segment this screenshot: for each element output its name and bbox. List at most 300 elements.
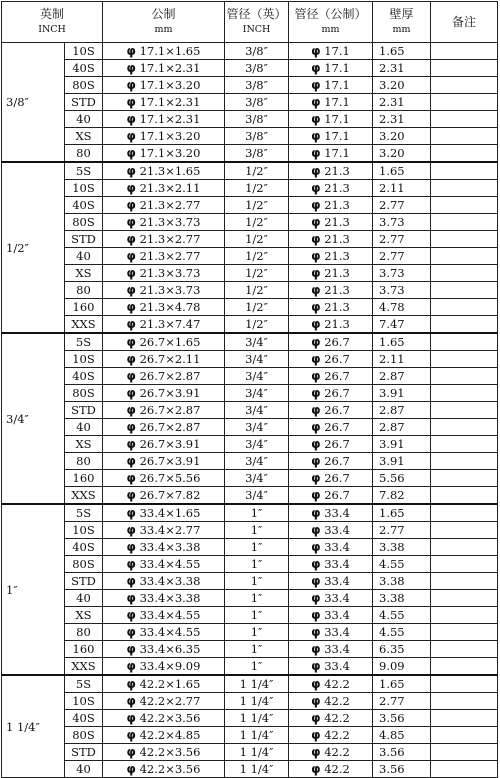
- diameter-symbol: φ: [126, 181, 136, 195]
- table-row: [2, 727, 498, 744]
- note-cell: [431, 197, 498, 214]
- note-cell: [431, 402, 498, 419]
- diameter-symbol: φ: [311, 762, 321, 776]
- spec-cell: [103, 556, 225, 573]
- pipe-mm-value: 21.3: [324, 164, 350, 178]
- schedule-cell: 40S: [65, 197, 103, 214]
- note-cell: [431, 77, 498, 94]
- spec-value: 26.7×2.87: [139, 420, 201, 434]
- pipe-mm-value: 33.4: [324, 659, 350, 673]
- pipe-inch-cell: 1 1/4″: [225, 744, 289, 761]
- diameter-symbol: φ: [126, 506, 136, 520]
- pipe-mm-value: 21.3: [324, 249, 350, 263]
- schedule-cell: 40: [65, 248, 103, 265]
- diameter-symbol: φ: [126, 249, 136, 263]
- wall-thickness-cell: 3.20: [373, 77, 431, 94]
- spec-value: 21.3×3.73: [139, 283, 201, 297]
- diameter-symbol: φ: [311, 249, 321, 263]
- table-row: [2, 43, 498, 60]
- pipe-mm-cell: [289, 607, 373, 624]
- diameter-symbol: φ: [311, 471, 321, 485]
- table-row: [2, 470, 498, 487]
- pipe-inch-cell: 3/4″: [225, 351, 289, 368]
- pipe-mm-cell: [289, 522, 373, 539]
- pipe-mm-cell: [289, 333, 373, 351]
- spec-value: 21.3×2.11: [139, 181, 201, 195]
- size-group-cell: 3/8″: [2, 43, 65, 163]
- table-row: [2, 539, 498, 556]
- spec-value: 26.7×7.82: [139, 488, 201, 502]
- pipe-inch-cell: 3/4″: [225, 453, 289, 470]
- diameter-symbol: φ: [126, 523, 136, 537]
- spec-cell: [103, 487, 225, 505]
- spec-value: 17.1×2.31: [139, 61, 201, 75]
- pipe-inch-cell: 1″: [225, 556, 289, 573]
- schedule-cell: 80: [65, 145, 103, 163]
- pipe-mm-cell: [289, 111, 373, 128]
- spec-value: 33.4×6.35: [139, 642, 201, 656]
- spec-cell: [103, 744, 225, 761]
- pipe-mm-value: 21.3: [324, 232, 350, 246]
- pipe-mm-value: 17.1: [324, 78, 350, 92]
- diameter-symbol: φ: [126, 283, 136, 297]
- wall-thickness-cell: 2.31: [373, 111, 431, 128]
- pipe-inch-cell: 3/4″: [225, 470, 289, 487]
- diameter-symbol: φ: [126, 352, 136, 366]
- diameter-symbol: φ: [126, 694, 136, 708]
- diameter-symbol: φ: [126, 386, 136, 400]
- spec-cell: [103, 282, 225, 299]
- note-cell: [431, 180, 498, 197]
- diameter-symbol: φ: [126, 129, 136, 143]
- diameter-symbol: φ: [126, 44, 136, 58]
- note-cell: [431, 590, 498, 607]
- schedule-cell: 80S: [65, 385, 103, 402]
- schedule-cell: 40: [65, 590, 103, 607]
- schedule-cell: XS: [65, 436, 103, 453]
- pipe-inch-cell: 3/8″: [225, 111, 289, 128]
- spec-value: 42.2×4.85: [139, 728, 201, 742]
- note-cell: [431, 162, 498, 180]
- pipe-mm-value: 21.3: [324, 198, 350, 212]
- note-cell: [431, 641, 498, 658]
- pipe-mm-value: 26.7: [324, 352, 350, 366]
- wall-thickness-cell: 3.91: [373, 436, 431, 453]
- table-row: [2, 573, 498, 590]
- spec-value: 21.3×2.77: [139, 232, 201, 246]
- header-inch: [2, 2, 103, 43]
- wall-thickness-cell: 1.65: [373, 333, 431, 351]
- pipe-mm-cell: [289, 539, 373, 556]
- schedule-cell: XS: [65, 265, 103, 282]
- diameter-symbol: φ: [311, 78, 321, 92]
- diameter-symbol: φ: [311, 352, 321, 366]
- spec-value: 33.4×3.38: [139, 540, 201, 554]
- note-cell: [431, 248, 498, 265]
- diameter-symbol: φ: [311, 266, 321, 280]
- header-pipe-inch: [225, 2, 289, 43]
- wall-thickness-cell: 3.38: [373, 590, 431, 607]
- pipe-mm-value: 42.2: [324, 728, 350, 742]
- size-group-cell: 1 1/4″: [2, 675, 65, 778]
- diameter-symbol: φ: [311, 557, 321, 571]
- pipe-mm-cell: [289, 675, 373, 693]
- diameter-symbol: φ: [126, 625, 136, 639]
- wall-thickness-cell: 4.85: [373, 727, 431, 744]
- schedule-cell: STD: [65, 744, 103, 761]
- spec-value: 26.7×2.87: [139, 403, 201, 417]
- pipe-mm-value: 26.7: [324, 386, 350, 400]
- diameter-symbol: φ: [126, 574, 136, 588]
- diameter-symbol: φ: [311, 523, 321, 537]
- schedule-cell: 40: [65, 761, 103, 778]
- pipe-mm-cell: [289, 470, 373, 487]
- spec-cell: [103, 624, 225, 641]
- wall-thickness-cell: 3.38: [373, 573, 431, 590]
- pipe-inch-cell: 1/2″: [225, 214, 289, 231]
- pipe-mm-cell: [289, 77, 373, 94]
- wall-thickness-cell: 4.55: [373, 556, 431, 573]
- diameter-symbol: φ: [311, 146, 321, 160]
- pipe-mm-value: 26.7: [324, 420, 350, 434]
- spec-cell: [103, 128, 225, 145]
- pipe-mm-cell: [289, 282, 373, 299]
- schedule-cell: XXS: [65, 658, 103, 676]
- table-row: [2, 590, 498, 607]
- note-cell: [431, 487, 498, 505]
- spec-cell: [103, 145, 225, 163]
- diameter-symbol: φ: [311, 283, 321, 297]
- diameter-symbol: φ: [126, 146, 136, 160]
- schedule-cell: STD: [65, 402, 103, 419]
- schedule-cell: 5S: [65, 162, 103, 180]
- header-inch-unit: INCH: [38, 24, 66, 35]
- spec-value: 33.4×4.55: [139, 625, 201, 639]
- pipe-mm-cell: [289, 402, 373, 419]
- spec-value: 21.3×2.77: [139, 198, 201, 212]
- spec-value: 26.7×3.91: [139, 386, 201, 400]
- diameter-symbol: φ: [311, 591, 321, 605]
- diameter-symbol: φ: [126, 112, 136, 126]
- pipe-inch-cell: 3/8″: [225, 94, 289, 111]
- table-body: [2, 43, 498, 778]
- schedule-cell: 80: [65, 282, 103, 299]
- pipe-mm-cell: [289, 761, 373, 778]
- note-cell: [431, 385, 498, 402]
- spec-cell: [103, 351, 225, 368]
- pipe-mm-cell: [289, 60, 373, 77]
- pipe-inch-cell: 1 1/4″: [225, 710, 289, 727]
- table-row: [2, 504, 498, 522]
- note-cell: [431, 419, 498, 436]
- diameter-symbol: φ: [126, 215, 136, 229]
- diameter-symbol: φ: [126, 608, 136, 622]
- spec-cell: [103, 77, 225, 94]
- wall-thickness-cell: 2.87: [373, 402, 431, 419]
- wall-thickness-cell: 4.55: [373, 607, 431, 624]
- diameter-symbol: φ: [311, 659, 321, 673]
- pipe-inch-cell: 1/2″: [225, 299, 289, 316]
- diameter-symbol: φ: [311, 642, 321, 656]
- note-cell: [431, 573, 498, 590]
- table-row: [2, 658, 498, 676]
- diameter-symbol: φ: [126, 591, 136, 605]
- spec-cell: [103, 693, 225, 710]
- wall-thickness-cell: 3.20: [373, 145, 431, 163]
- wall-thickness-cell: 4.78: [373, 299, 431, 316]
- pipe-mm-value: 17.1: [324, 146, 350, 160]
- pipe-mm-cell: [289, 265, 373, 282]
- wall-thickness-cell: 7.82: [373, 487, 431, 505]
- schedule-cell: 40: [65, 111, 103, 128]
- spec-cell: [103, 299, 225, 316]
- diameter-symbol: φ: [126, 437, 136, 451]
- wall-thickness-cell: 2.31: [373, 94, 431, 111]
- spec-cell: [103, 641, 225, 658]
- note-cell: [431, 333, 498, 351]
- pipe-mm-value: 42.2: [324, 711, 350, 725]
- diameter-symbol: φ: [126, 266, 136, 280]
- table-row: [2, 282, 498, 299]
- pipe-mm-value: 33.4: [324, 642, 350, 656]
- table-row: [2, 487, 498, 505]
- schedule-cell: 160: [65, 641, 103, 658]
- schedule-cell: 10S: [65, 351, 103, 368]
- spec-value: 26.7×3.91: [139, 454, 201, 468]
- pipe-mm-cell: [289, 368, 373, 385]
- pipe-inch-cell: 1″: [225, 624, 289, 641]
- pipe-inch-cell: 1/2″: [225, 316, 289, 334]
- table-row: [2, 180, 498, 197]
- note-cell: [431, 556, 498, 573]
- table-row: [2, 333, 498, 351]
- schedule-cell: 80S: [65, 556, 103, 573]
- header-wall-label: 壁厚: [389, 7, 414, 21]
- pipe-inch-cell: 1″: [225, 590, 289, 607]
- diameter-symbol: φ: [311, 112, 321, 126]
- spec-value: 26.7×1.65: [139, 335, 201, 349]
- pipe-mm-value: 26.7: [324, 335, 350, 349]
- note-cell: [431, 368, 498, 385]
- size-group-cell: 1″: [2, 504, 65, 675]
- schedule-cell: STD: [65, 94, 103, 111]
- pipe-mm-value: 42.2: [324, 677, 350, 691]
- table-row: [2, 248, 498, 265]
- spec-value: 17.1×1.65: [139, 44, 201, 58]
- pipe-inch-cell: 1/2″: [225, 180, 289, 197]
- pipe-mm-value: 33.4: [324, 625, 350, 639]
- header-pipe-inch-unit: INCH: [242, 24, 271, 35]
- spec-value: 33.4×4.55: [139, 608, 201, 622]
- pipe-mm-value: 26.7: [324, 369, 350, 383]
- table-row: [2, 710, 498, 727]
- spec-cell: [103, 248, 225, 265]
- pipe-mm-cell: [289, 624, 373, 641]
- spec-value: 33.4×4.55: [139, 557, 201, 571]
- header-wall: [373, 2, 431, 43]
- pipe-mm-value: 26.7: [324, 403, 350, 417]
- diameter-symbol: φ: [126, 557, 136, 571]
- spec-value: 26.7×3.91: [139, 437, 201, 451]
- wall-thickness-cell: 3.56: [373, 710, 431, 727]
- pipe-mm-value: 21.3: [324, 283, 350, 297]
- spec-cell: [103, 710, 225, 727]
- pipe-mm-value: 33.4: [324, 506, 350, 520]
- note-cell: [431, 231, 498, 248]
- table-row: [2, 385, 498, 402]
- spec-cell: [103, 522, 225, 539]
- note-cell: [431, 710, 498, 727]
- table-row: [2, 197, 498, 214]
- pipe-inch-cell: 3/4″: [225, 436, 289, 453]
- pipe-mm-value: 26.7: [324, 437, 350, 451]
- pipe-mm-cell: [289, 162, 373, 180]
- spec-cell: [103, 504, 225, 522]
- spec-cell: [103, 162, 225, 180]
- wall-thickness-cell: 7.47: [373, 316, 431, 334]
- diameter-symbol: φ: [311, 574, 321, 588]
- pipe-mm-cell: [289, 214, 373, 231]
- table-row: [2, 162, 498, 180]
- diameter-symbol: φ: [126, 335, 136, 349]
- pipe-mm-cell: [289, 419, 373, 436]
- pipe-inch-cell: 1/2″: [225, 265, 289, 282]
- pipe-mm-value: 21.3: [324, 266, 350, 280]
- note-cell: [431, 316, 498, 334]
- diameter-symbol: φ: [126, 198, 136, 212]
- wall-thickness-cell: 6.35: [373, 641, 431, 658]
- pipe-mm-value: 17.1: [324, 95, 350, 109]
- diameter-symbol: φ: [126, 762, 136, 776]
- wall-thickness-cell: 1.65: [373, 504, 431, 522]
- diameter-symbol: φ: [126, 95, 136, 109]
- table-row: [2, 77, 498, 94]
- spec-value: 26.7×5.56: [139, 471, 201, 485]
- pipe-inch-cell: 3/8″: [225, 77, 289, 94]
- pipe-inch-cell: 1″: [225, 641, 289, 658]
- schedule-cell: 40S: [65, 60, 103, 77]
- spec-value: 17.1×3.20: [139, 146, 201, 160]
- pipe-inch-cell: 3/4″: [225, 487, 289, 505]
- pipe-mm-value: 26.7: [324, 488, 350, 502]
- size-group-cell: 1/2″: [2, 162, 65, 333]
- schedule-cell: XXS: [65, 316, 103, 334]
- table-row: [2, 419, 498, 436]
- note-cell: [431, 744, 498, 761]
- diameter-symbol: φ: [311, 61, 321, 75]
- pipe-mm-value: 21.3: [324, 215, 350, 229]
- wall-thickness-cell: 2.11: [373, 351, 431, 368]
- diameter-symbol: φ: [311, 437, 321, 451]
- wall-thickness-cell: 3.91: [373, 385, 431, 402]
- pipe-inch-cell: 3/4″: [225, 402, 289, 419]
- wall-thickness-cell: 3.56: [373, 744, 431, 761]
- diameter-symbol: φ: [126, 659, 136, 673]
- spec-value: 21.3×3.73: [139, 215, 201, 229]
- note-cell: [431, 624, 498, 641]
- pipe-inch-cell: 3/8″: [225, 60, 289, 77]
- pipe-mm-value: 26.7: [324, 471, 350, 485]
- wall-thickness-cell: 4.55: [373, 624, 431, 641]
- note-cell: [431, 214, 498, 231]
- pipe-mm-cell: [289, 351, 373, 368]
- spec-value: 21.3×3.73: [139, 266, 201, 280]
- table-row: [2, 231, 498, 248]
- pipe-inch-cell: 1/2″: [225, 197, 289, 214]
- pipe-mm-cell: [289, 248, 373, 265]
- schedule-cell: XXS: [65, 487, 103, 505]
- diameter-symbol: φ: [126, 677, 136, 691]
- pipe-mm-value: 17.1: [324, 129, 350, 143]
- diameter-symbol: φ: [126, 471, 136, 485]
- pipe-mm-cell: [289, 316, 373, 334]
- header-pipe-inch-label: 管径（英）: [226, 7, 287, 21]
- schedule-cell: 40S: [65, 368, 103, 385]
- diameter-symbol: φ: [311, 317, 321, 331]
- wall-thickness-cell: 3.91: [373, 453, 431, 470]
- pipe-inch-cell: 1″: [225, 607, 289, 624]
- wall-thickness-cell: 3.73: [373, 265, 431, 282]
- table-row: [2, 299, 498, 316]
- pipe-mm-cell: [289, 43, 373, 60]
- note-cell: [431, 128, 498, 145]
- pipe-inch-cell: 3/4″: [225, 368, 289, 385]
- pipe-mm-cell: [289, 385, 373, 402]
- table-row: [2, 111, 498, 128]
- pipe-inch-cell: 3/8″: [225, 128, 289, 145]
- spec-value: 21.3×7.47: [139, 317, 201, 331]
- note-cell: [431, 658, 498, 676]
- pipe-mm-value: 17.1: [324, 44, 350, 58]
- pipe-mm-cell: [289, 658, 373, 676]
- spec-cell: [103, 214, 225, 231]
- note-cell: [431, 351, 498, 368]
- table-row: [2, 94, 498, 111]
- diameter-symbol: φ: [311, 488, 321, 502]
- spec-value: 17.1×2.31: [139, 95, 201, 109]
- schedule-cell: 10S: [65, 43, 103, 60]
- pipe-inch-cell: 3/4″: [225, 385, 289, 402]
- pipe-mm-cell: [289, 453, 373, 470]
- pipe-inch-cell: 1 1/4″: [225, 675, 289, 693]
- diameter-symbol: φ: [126, 164, 136, 178]
- pipe-mm-cell: [289, 573, 373, 590]
- schedule-cell: 80: [65, 624, 103, 641]
- diameter-symbol: φ: [126, 454, 136, 468]
- pipe-inch-cell: 1/2″: [225, 282, 289, 299]
- pipe-inch-cell: 3/4″: [225, 419, 289, 436]
- diameter-symbol: φ: [311, 44, 321, 58]
- diameter-symbol: φ: [126, 300, 136, 314]
- diameter-symbol: φ: [311, 694, 321, 708]
- pipe-mm-cell: [289, 487, 373, 505]
- wall-thickness-cell: 2.77: [373, 248, 431, 265]
- pipe-inch-cell: 1 1/4″: [225, 727, 289, 744]
- note-cell: [431, 470, 498, 487]
- diameter-symbol: φ: [311, 728, 321, 742]
- note-cell: [431, 693, 498, 710]
- spec-cell: [103, 573, 225, 590]
- note-cell: [431, 265, 498, 282]
- table-row: [2, 761, 498, 778]
- wall-thickness-cell: 9.09: [373, 658, 431, 676]
- spec-value: 21.3×1.65: [139, 164, 201, 178]
- schedule-cell: 80S: [65, 214, 103, 231]
- spec-cell: [103, 419, 225, 436]
- spec-value: 26.7×2.11: [139, 352, 201, 366]
- diameter-symbol: φ: [311, 506, 321, 520]
- note-cell: [431, 111, 498, 128]
